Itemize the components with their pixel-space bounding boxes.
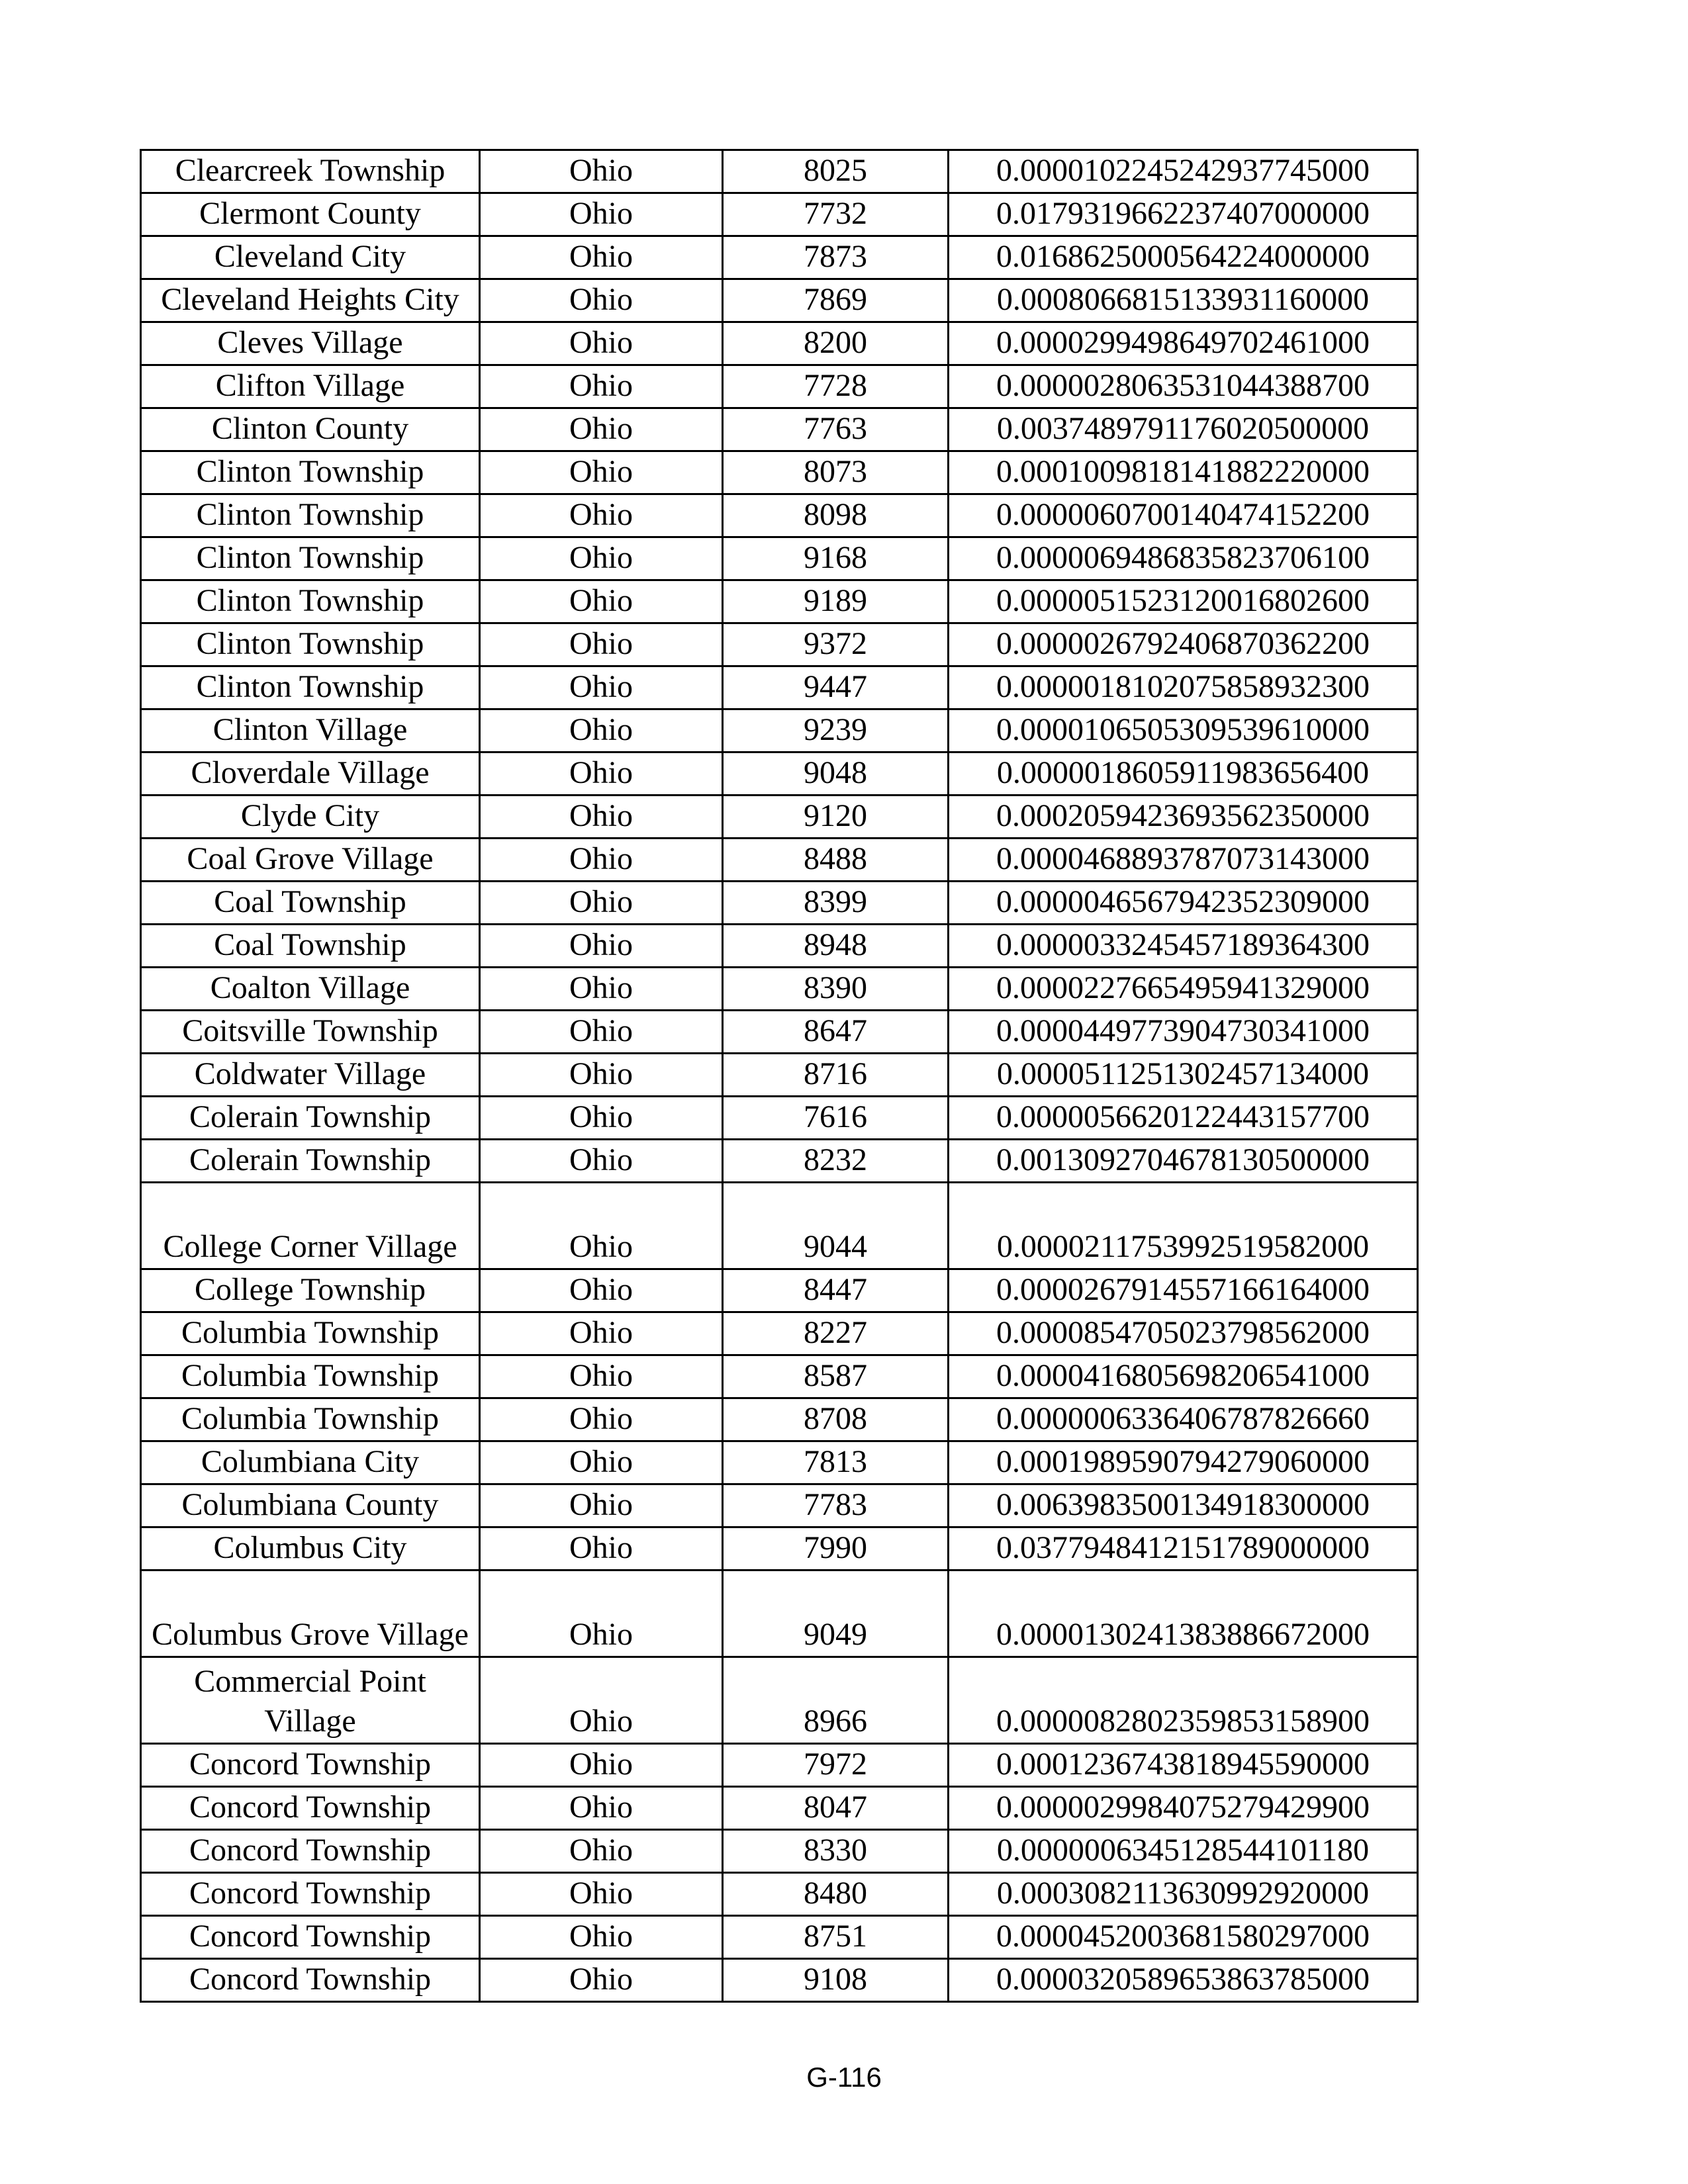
name-cell: Concord Township [141, 1744, 480, 1787]
table-row [141, 1398, 1418, 1441]
code-cell: 8647 [723, 1011, 949, 1054]
value-cell: 0.0063983500134918300000 [949, 1484, 1418, 1527]
state-cell: Ohio [480, 1441, 723, 1484]
value-cell: 0.0000227665495941329000 [949, 968, 1418, 1011]
name-cell: Commercial Point Village [141, 1657, 480, 1744]
name-cell: Concord Township [141, 1959, 480, 2002]
table-row [141, 1011, 1418, 1054]
state-cell: Ohio [480, 752, 723, 796]
code-cell: 9189 [723, 580, 949, 623]
name-cell: Coalton Village [141, 968, 480, 1011]
name-cell: Cleveland Heights City [141, 279, 480, 322]
table-row [141, 882, 1418, 925]
state-cell: Ohio [480, 1011, 723, 1054]
table-row [141, 150, 1418, 193]
state-cell: Ohio [480, 1787, 723, 1830]
name-cell: Columbus City [141, 1527, 480, 1570]
table-row [141, 1916, 1418, 1959]
code-cell: 7732 [723, 193, 949, 236]
name-cell: Clearcreek Township [141, 150, 480, 193]
name-cell: Columbiana City [141, 1441, 480, 1484]
code-cell: 7783 [723, 1484, 949, 1527]
name-cell: Coal Grove Village [141, 839, 480, 882]
state-cell: Ohio [480, 1873, 723, 1916]
name-cell: Clinton Township [141, 666, 480, 709]
table-row [141, 752, 1418, 796]
state-cell: Ohio [480, 537, 723, 580]
code-cell: 8200 [723, 322, 949, 365]
value-cell: 0.0000018102075858932300 [949, 666, 1418, 709]
table-row [141, 451, 1418, 494]
state-cell: Ohio [480, 1312, 723, 1355]
code-cell: 8047 [723, 1787, 949, 1830]
table-row [141, 580, 1418, 623]
value-cell: 0.0000511251302457134000 [949, 1054, 1418, 1097]
value-cell: 0.0000006345128544101180 [949, 1830, 1418, 1873]
name-cell: College Corner Village [141, 1183, 480, 1269]
code-cell: 7869 [723, 279, 949, 322]
value-cell: 0.0001989590794279060000 [949, 1441, 1418, 1484]
table-row [141, 1959, 1418, 2002]
state-cell: Ohio [480, 1054, 723, 1097]
state-cell: Ohio [480, 1355, 723, 1398]
state-cell: Ohio [480, 882, 723, 925]
name-cell: College Township [141, 1269, 480, 1312]
value-cell: 0.0000051523120016802600 [949, 580, 1418, 623]
table-row [141, 1744, 1418, 1787]
code-cell: 9108 [723, 1959, 949, 2002]
table-row [141, 408, 1418, 451]
state-cell: Ohio [480, 1484, 723, 1527]
code-cell: 7972 [723, 1744, 949, 1787]
value-cell: 0.0000018605911983656400 [949, 752, 1418, 796]
name-cell: Colerain Township [141, 1140, 480, 1183]
name-cell: Concord Township [141, 1830, 480, 1873]
table-row [141, 709, 1418, 752]
value-cell: 0.0037489791176020500000 [949, 408, 1418, 451]
state-cell: Ohio [480, 279, 723, 322]
code-cell: 9168 [723, 537, 949, 580]
table-row [141, 1355, 1418, 1398]
code-cell: 8227 [723, 1312, 949, 1355]
state-cell: Ohio [480, 408, 723, 451]
name-cell: Coal Township [141, 925, 480, 968]
table-row [141, 1097, 1418, 1140]
code-cell: 9372 [723, 623, 949, 666]
name-cell: Columbia Township [141, 1398, 480, 1441]
value-cell: 0.0008066815133931160000 [949, 279, 1418, 322]
name-cell: Coitsville Township [141, 1011, 480, 1054]
code-cell: 7763 [723, 408, 949, 451]
table-row [141, 322, 1418, 365]
code-cell: 9447 [723, 666, 949, 709]
name-cell: Columbia Township [141, 1312, 480, 1355]
code-cell: 8948 [723, 925, 949, 968]
allocation-table [140, 149, 1419, 2003]
table-row [141, 1183, 1418, 1269]
code-cell: 8716 [723, 1054, 949, 1097]
page-number: G-116 [806, 2062, 882, 2093]
state-cell: Ohio [480, 150, 723, 193]
state-cell: Ohio [480, 1527, 723, 1570]
state-cell: Ohio [480, 1398, 723, 1441]
code-cell: 8399 [723, 882, 949, 925]
name-cell: Clermont County [141, 193, 480, 236]
value-cell: 0.0002059423693562350000 [949, 796, 1418, 839]
name-cell: Concord Township [141, 1873, 480, 1916]
state-cell: Ohio [480, 666, 723, 709]
name-cell: Clinton Township [141, 623, 480, 666]
code-cell: 8390 [723, 968, 949, 1011]
name-cell: Columbus Grove Village [141, 1570, 480, 1657]
table-row [141, 365, 1418, 408]
table-row [141, 1312, 1418, 1355]
table-row [141, 193, 1418, 236]
name-cell: Cloverdale Village [141, 752, 480, 796]
code-cell: 7873 [723, 236, 949, 279]
code-cell: 8073 [723, 451, 949, 494]
code-cell: 7616 [723, 1097, 949, 1140]
value-cell: 0.0000028063531044388700 [949, 365, 1418, 408]
name-cell: Clinton Township [141, 580, 480, 623]
code-cell: 9239 [723, 709, 949, 752]
name-cell: Clinton County [141, 408, 480, 451]
table-row [141, 537, 1418, 580]
code-cell: 7813 [723, 1441, 949, 1484]
value-cell: 0.0000449773904730341000 [949, 1011, 1418, 1054]
table-row [141, 623, 1418, 666]
state-cell: Ohio [480, 1830, 723, 1873]
code-cell: 7990 [723, 1527, 949, 1570]
state-cell: Ohio [480, 1744, 723, 1787]
table-row [141, 1570, 1418, 1657]
value-cell: 0.0000130241383886672000 [949, 1570, 1418, 1657]
code-cell: 8025 [723, 150, 949, 193]
name-cell: Columbia Township [141, 1355, 480, 1398]
name-cell: Clinton Township [141, 451, 480, 494]
value-cell: 0.0000033245457189364300 [949, 925, 1418, 968]
name-cell: Columbiana County [141, 1484, 480, 1527]
state-cell: Ohio [480, 580, 723, 623]
code-cell: 8966 [723, 1657, 949, 1744]
table-row [141, 236, 1418, 279]
code-cell: 8232 [723, 1140, 949, 1183]
value-cell: 0.0000468893787073143000 [949, 839, 1418, 882]
value-cell: 0.0001236743818945590000 [949, 1744, 1418, 1787]
table-row [141, 1527, 1418, 1570]
table-row [141, 279, 1418, 322]
code-cell: 9048 [723, 752, 949, 796]
name-cell: Coldwater Village [141, 1054, 480, 1097]
value-cell: 0.0000299498649702461000 [949, 322, 1418, 365]
value-cell: 0.0000082802359853158900 [949, 1657, 1418, 1744]
name-cell: Concord Township [141, 1916, 480, 1959]
table-row [141, 1269, 1418, 1312]
value-cell: 0.0000026792406870362200 [949, 623, 1418, 666]
value-cell: 0.0000452003681580297000 [949, 1916, 1418, 1959]
code-cell: 8098 [723, 494, 949, 537]
table-row [141, 1441, 1418, 1484]
code-cell: 9044 [723, 1183, 949, 1269]
table-row [141, 1873, 1418, 1916]
name-cell: Clinton Village [141, 709, 480, 752]
name-cell: Cleves Village [141, 322, 480, 365]
state-cell: Ohio [480, 365, 723, 408]
value-cell: 0.0000854705023798562000 [949, 1312, 1418, 1355]
state-cell: Ohio [480, 494, 723, 537]
table-row [141, 839, 1418, 882]
state-cell: Ohio [480, 1097, 723, 1140]
value-cell: 0.0179319662237407000000 [949, 193, 1418, 236]
value-cell: 0.0000029984075279429900 [949, 1787, 1418, 1830]
code-cell: 8751 [723, 1916, 949, 1959]
value-cell: 0.0000102245242937745000 [949, 150, 1418, 193]
state-cell: Ohio [480, 968, 723, 1011]
table-row [141, 1657, 1418, 1744]
state-cell: Ohio [480, 1959, 723, 2002]
state-cell: Ohio [480, 709, 723, 752]
name-cell: Concord Township [141, 1787, 480, 1830]
table-body [141, 150, 1418, 2002]
table-row [141, 968, 1418, 1011]
table-row [141, 925, 1418, 968]
code-cell: 8330 [723, 1830, 949, 1873]
table-row [141, 1140, 1418, 1183]
state-cell: Ohio [480, 236, 723, 279]
code-cell: 8587 [723, 1355, 949, 1398]
table-row [141, 796, 1418, 839]
table-row [141, 666, 1418, 709]
code-cell: 9049 [723, 1570, 949, 1657]
value-cell: 0.0168625000564224000000 [949, 236, 1418, 279]
table-row [141, 1484, 1418, 1527]
value-cell: 0.0000046567942352309000 [949, 882, 1418, 925]
name-cell: Clinton Township [141, 537, 480, 580]
value-cell: 0.0001009818141882220000 [949, 451, 1418, 494]
state-cell: Ohio [480, 1140, 723, 1183]
name-cell: Clyde City [141, 796, 480, 839]
value-cell: 0.0000211753992519582000 [949, 1183, 1418, 1269]
name-cell: Clifton Village [141, 365, 480, 408]
value-cell: 0.0000320589653863785000 [949, 1959, 1418, 2002]
code-cell: 8447 [723, 1269, 949, 1312]
value-cell: 0.0377948412151789000000 [949, 1527, 1418, 1570]
table-row [141, 1054, 1418, 1097]
state-cell: Ohio [480, 322, 723, 365]
code-cell: 8480 [723, 1873, 949, 1916]
value-cell: 0.0013092704678130500000 [949, 1140, 1418, 1183]
state-cell: Ohio [480, 1657, 723, 1744]
state-cell: Ohio [480, 925, 723, 968]
code-cell: 9120 [723, 796, 949, 839]
state-cell: Ohio [480, 839, 723, 882]
state-cell: Ohio [480, 193, 723, 236]
value-cell: 0.0000267914557166164000 [949, 1269, 1418, 1312]
state-cell: Ohio [480, 623, 723, 666]
value-cell: 0.0000056620122443157700 [949, 1097, 1418, 1140]
state-cell: Ohio [480, 1269, 723, 1312]
state-cell: Ohio [480, 796, 723, 839]
table-row [141, 1787, 1418, 1830]
state-cell: Ohio [480, 1183, 723, 1269]
value-cell: 0.0003082113630992920000 [949, 1873, 1418, 1916]
state-cell: Ohio [480, 1916, 723, 1959]
name-cell: Clinton Township [141, 494, 480, 537]
code-cell: 8708 [723, 1398, 949, 1441]
state-cell: Ohio [480, 451, 723, 494]
name-cell: Coal Township [141, 882, 480, 925]
value-cell: 0.0000006336406787826660 [949, 1398, 1418, 1441]
table-row [141, 1830, 1418, 1873]
value-cell: 0.0000060700140474152200 [949, 494, 1418, 537]
state-cell: Ohio [480, 1570, 723, 1657]
table-row [141, 494, 1418, 537]
value-cell: 0.0000069486835823706100 [949, 537, 1418, 580]
name-cell: Cleveland City [141, 236, 480, 279]
code-cell: 7728 [723, 365, 949, 408]
value-cell: 0.0000106505309539610000 [949, 709, 1418, 752]
code-cell: 8488 [723, 839, 949, 882]
name-cell: Colerain Township [141, 1097, 480, 1140]
value-cell: 0.0000416805698206541000 [949, 1355, 1418, 1398]
